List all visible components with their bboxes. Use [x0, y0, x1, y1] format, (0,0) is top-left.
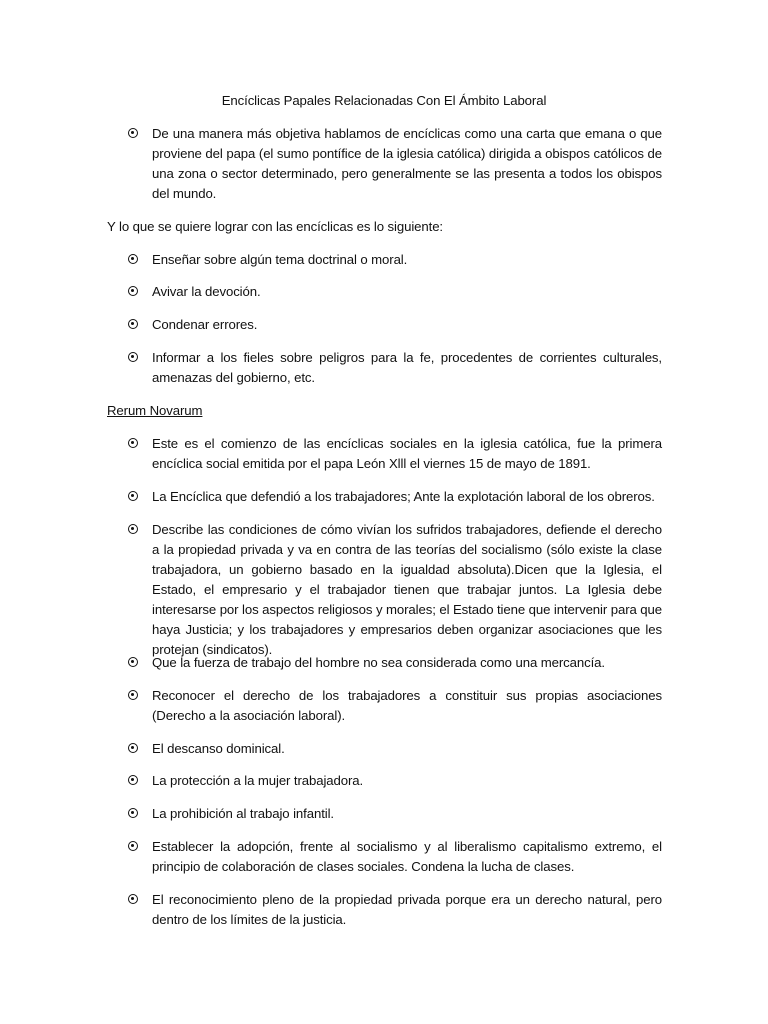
- rerum-novarum-heading: Rerum Novarum: [107, 403, 203, 418]
- circle-bullet-icon: [128, 352, 138, 362]
- intro-bullet-text: De una manera más objetiva hablamos de encíclicas como una carta que emana o que proviene del papa (el sumo pontífice de la iglesia católica) dirigida a obispos católicos de una zona o sector determinado, pero generalmente se las presenta a todos los obispos del mundo.: [152, 126, 662, 201]
- circle-bullet-icon: [128, 657, 138, 667]
- goal-text: Condenar errores.: [152, 317, 258, 332]
- rerum-point-text: La prohibición al trabajo infantil.: [152, 806, 334, 821]
- circle-bullet-icon: [128, 524, 138, 534]
- circle-bullet-icon: [128, 491, 138, 501]
- rerum-point-text: Que la fuerza de trabajo del hombre no sea considerada como una mercancía.: [152, 655, 605, 670]
- rerum-point-item: [128, 739, 668, 759]
- circle-bullet-icon: [128, 841, 138, 851]
- rerum-point-text: La protección a la mujer trabajadora.: [152, 773, 364, 788]
- rerum-point-text: El descanso dominical.: [152, 741, 285, 756]
- rerum-point-item: [128, 686, 668, 726]
- rerum-point-item: [128, 837, 668, 877]
- circle-bullet-icon: [128, 254, 138, 264]
- circle-bullet-icon: [128, 690, 138, 700]
- rerum-point-item: [128, 653, 668, 673]
- goals-intro-paragraph: Y lo que se quiere lograr con las encíclicas es lo siguiente:: [107, 219, 443, 234]
- goal-item: [128, 282, 668, 302]
- circle-bullet-icon: [128, 438, 138, 448]
- rerum-point-text: Reconocer el derecho de los trabajadores a constituir sus propias asociaciones (Derecho a la asociación laboral).: [152, 688, 662, 723]
- circle-bullet-icon: [128, 286, 138, 296]
- rerum-point-item: [128, 487, 668, 507]
- circle-bullet-icon: [128, 808, 138, 818]
- goal-text: Avivar la devoción.: [152, 284, 261, 299]
- rerum-point-text: Establecer la adopción, frente al socialismo y al liberalismo capitalismo extremo, el principio de colaboración de clases sociales. Condena la lucha de clases.: [152, 839, 662, 874]
- goal-text: Enseñar sobre algún tema doctrinal o moral.: [152, 252, 408, 267]
- rerum-point-text: Este es el comienzo de las encíclicas sociales en la iglesia católica, fue la primera encíclica social emitida por el papa León Xlll el viernes 15 de mayo de 1891.: [152, 436, 662, 471]
- circle-bullet-icon: [128, 319, 138, 329]
- intro-bullet-item: [128, 124, 668, 204]
- goal-text: Informar a los fieles sobre peligros para la fe, procedentes de corrientes culturales, amenazas del gobierno, etc.: [152, 350, 662, 385]
- circle-bullet-icon: [128, 743, 138, 753]
- goal-item: [128, 348, 668, 388]
- goal-item: [128, 315, 668, 335]
- document-title: Encíclicas Papales Relacionadas Con El Ámbito Laboral: [221, 93, 547, 108]
- goal-item: [128, 250, 668, 270]
- rerum-point-item: [128, 804, 668, 824]
- rerum-point-item: [128, 771, 668, 791]
- rerum-point-item: [128, 890, 668, 930]
- rerum-point-item: [128, 434, 668, 474]
- rerum-point-item: [128, 520, 668, 660]
- rerum-point-text: Describe las condiciones de cómo vivían los sufridos trabajadores, defiende el derecho a la propiedad privada y va en contra de las teorías del socialismo (sólo existe la clase trabajadora, un gobierno basado en la igualdad absoluta).Dicen que la Iglesia, el Estado, el empresario y el trabajador tienen que trabajar juntos. La Iglesia debe interesarse por los aspectos religiosos y morales; el Estado tiene que intervenir para que haya Justicia; y los trabajadores y empresarios deben organizar asociaciones que les protejan (sindicatos).: [152, 522, 662, 657]
- rerum-point-text: El reconocimiento pleno de la propiedad privada porque era un derecho natural, pero dentro de los límites de la justicia.: [152, 892, 662, 927]
- circle-bullet-icon: [128, 775, 138, 785]
- circle-bullet-icon: [128, 894, 138, 904]
- rerum-point-text: La Encíclica que defendió a los trabajadores; Ante la explotación laboral de los obreros.: [152, 489, 655, 504]
- circle-bullet-icon: [128, 128, 138, 138]
